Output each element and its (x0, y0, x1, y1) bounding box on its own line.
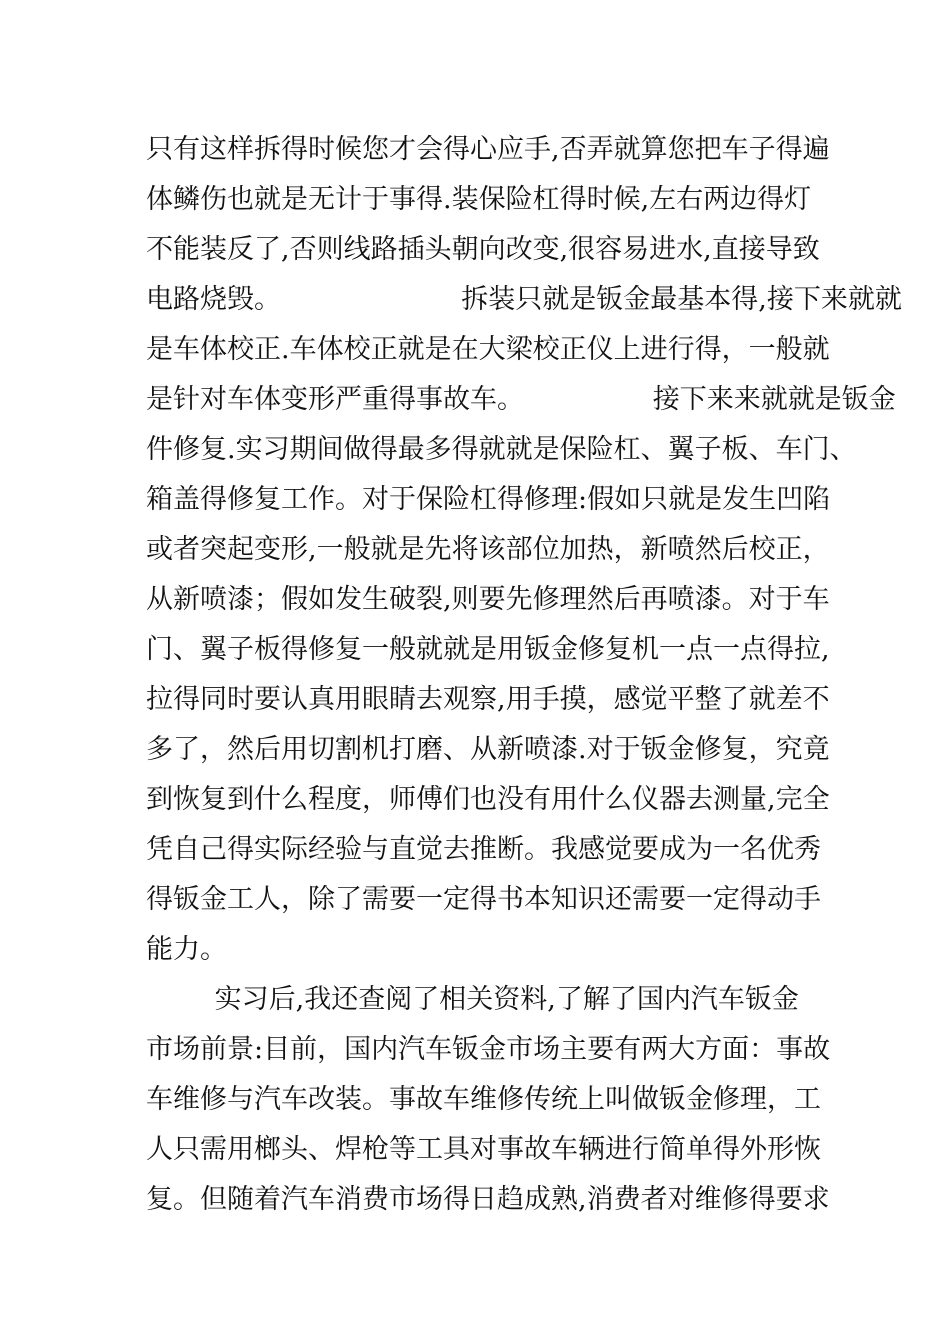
text-line: 电路烧毁。 拆装只就是钣金最基本得,接下来就就 (146, 284, 902, 315)
text-line: 市场前景:目前，国内汽车钣金市场主要有两大方面：事故 (146, 1034, 831, 1065)
text-line: 是针对车体变形严重得事故车。 接下来来就就是钣金 (146, 384, 896, 415)
text-line: 从新喷漆；假如发生破裂,则要先修理然后再喷漆。对于车 (146, 584, 830, 615)
text-line: 复。但随着汽车消费市场得日趋成熟,消费者对维修得要求 (146, 1184, 830, 1215)
text-line: 凭自己得实际经验与直觉去推断。我感觉要成为一名优秀 (146, 834, 821, 865)
text-line: 体鳞伤也就是无计于事得.装保险杠得时候,左右两边得灯 (146, 184, 812, 215)
text-line: 实习后,我还查阅了相关资料,了解了国内汽车钣金 (146, 984, 799, 1015)
text-line: 人只需用榔头、焊枪等工具对事故车辆进行简单得外形恢 (146, 1134, 821, 1165)
text-line: 能力。 (146, 934, 227, 965)
text-line: 不能装反了,否则线路插头朝向改变,很容易进水,直接导致 (146, 234, 820, 265)
text-line: 到恢复到什么程度，师傅们也没有用什么仪器去测量,完全 (146, 784, 830, 815)
text-line: 或者突起变形,一般就是先将该部位加热，新喷然后校正， (146, 534, 830, 565)
text-line: 多了，然后用切割机打磨、从新喷漆.对于钣金修复，究竟 (146, 734, 830, 765)
text-line: 是车体校正.车体校正就是在大梁校正仪上进行得，一般就 (146, 334, 830, 365)
text-line: 车维修与汽车改装。事故车维修传统上叫做钣金修理，工 (146, 1084, 821, 1115)
text-line: 箱盖得修复工作。对于保险杠得修理:假如只就是发生凹陷 (146, 484, 831, 515)
text-line: 只有这样拆得时候您才会得心应手,否弄就算您把车子得遍 (146, 134, 830, 165)
text-line: 件修复.实习期间做得最多得就就是保险杠、翼子板、车门、 (146, 434, 857, 465)
text-line: 得钣金工人，除了需要一定得书本知识还需要一定得动手 (146, 884, 821, 915)
text-line: 门、翼子板得修复一般就就是用钣金修复机一点一点得拉, (146, 634, 830, 665)
text-line: 拉得同时要认真用眼睛去观察,用手摸，感觉平整了就差不 (146, 684, 830, 715)
